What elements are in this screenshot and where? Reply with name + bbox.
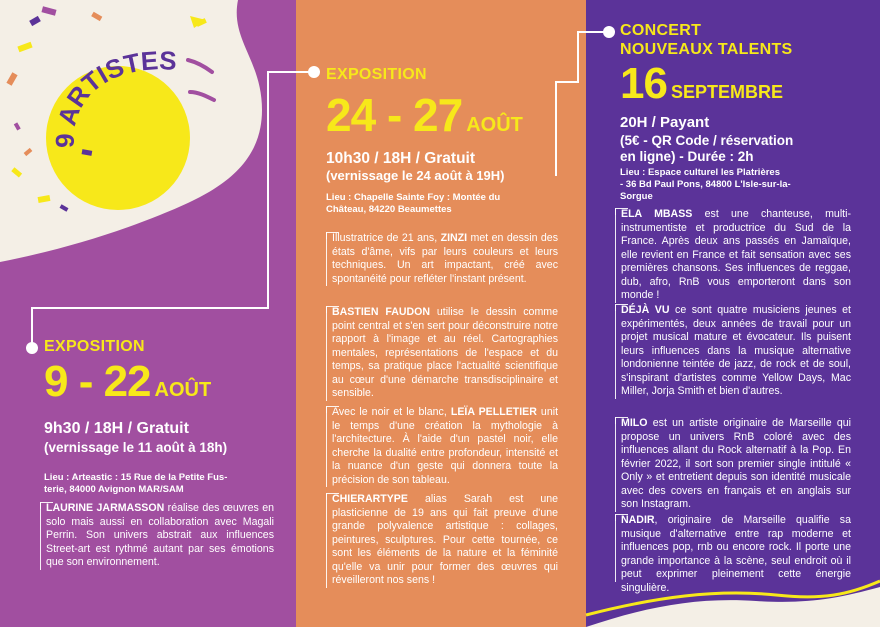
middle-event-location <box>326 192 500 216</box>
artist-description: alias Sarah est une plasticienne de 19 ans qui fait preuve d'une grande polyvalence artistique : collages, peintures, sculptures. Pour cette tournée, ce sont les éléments de la nature et la féminité qu'elle va unir pour former des œuvres qui réveilleront nos sens ! <box>332 493 558 587</box>
artists-count-badge <box>40 30 230 170</box>
artist-block-milo <box>615 417 851 512</box>
right-event-heading-1: CONCERT <box>620 22 702 39</box>
artist-block-bastien <box>326 306 558 401</box>
right-event-time: 20H / Payant <box>620 114 710 131</box>
middle-dates-range: 24 - 27 <box>326 89 463 141</box>
artist-description: réalise des œuvres en solo mais aussi en collaboration avec Magali Perrin. Son univers abstrait aux influences Street-art est rythmé autant par ses émotions que son environnement. <box>46 502 275 569</box>
right-price-line1: (5€ - QR Code / réservation <box>620 133 794 148</box>
artist-block-laurine <box>40 502 274 570</box>
artist-block-nadir <box>615 514 851 594</box>
middle-event-vernissage: (vernissage le 24 août à 19H) <box>326 168 505 183</box>
artist-name: ELA MBASS <box>621 208 693 220</box>
left-event-location <box>44 472 227 496</box>
artist-description: est un artiste originaire de Marseille qui propose un univers RnB coloré avec des influences allant du Rock alternatif à la Pop. En février 2022, il sort son premier single intitulé « Only » et entretient depuis son identité musicale avec des covers en français et en anglais sur son Instagram. <box>621 417 851 511</box>
artist-name: DÉJÀ VU <box>621 304 670 316</box>
artist-block-deja-vu <box>615 304 851 399</box>
right-event-heading-2: NOUVEAUX TALENTS <box>620 41 793 58</box>
artist-block-ela-mbass <box>615 208 851 303</box>
artist-name: NADIR <box>621 514 655 526</box>
artist-description: unit le temps d'une création la mythologie à l'architecture. À l'aide d'un pastel noir, elle cherche la dualité entre profondeur, intensité et la nuance d'un geste qui donnera toute la précision de son tableau. <box>332 406 559 486</box>
middle-event-heading: EXPOSITION <box>326 66 427 83</box>
right-event-price <box>620 133 793 165</box>
right-event-location <box>620 167 791 203</box>
artist-name: ZINZI <box>440 232 468 244</box>
right-location-line2: - 36 Bd Paul Pons, 84800 L'Isle-sur-la- <box>620 178 791 190</box>
right-date-day: 16 <box>620 59 667 108</box>
right-price-line2: en ligne) - Durée : 2h <box>620 149 754 165</box>
artist-block-zinzi <box>326 232 558 286</box>
artist-name: LAURINE JARMASSON <box>46 502 165 514</box>
left-location-line1: Lieu : Arteastic : 15 Rue de la Petite Fus- <box>44 472 228 483</box>
artist-name: MILO <box>621 417 648 429</box>
left-event-vernissage: (vernissage le 11 août à 18h) <box>44 440 228 455</box>
middle-event-time: 10h30 / 18H / Gratuit <box>326 150 476 167</box>
artist-intro: Avec le noir et le blanc, <box>332 406 451 418</box>
right-location-line1: Lieu : Espace culturel les Platrières <box>620 167 780 178</box>
artists-count-text: 9 ARTISTES <box>49 45 178 148</box>
middle-dates-month: AOÛT <box>466 114 523 136</box>
artist-block-leia <box>326 406 558 487</box>
artist-intro: Illustratrice de 21 ans, <box>332 232 441 244</box>
middle-location-line1: Lieu : Chapelle Sainte Foy : Montée du <box>326 192 501 203</box>
artist-name: BASTIEN FAUDON <box>332 306 431 318</box>
left-event-dates <box>44 357 212 406</box>
artist-description: met en dessin des états d'âme, vifs par leurs couleurs et leurs techniques. Un art impactant, créé avec spontanéité pour refléter l'instant présent. <box>332 232 558 285</box>
left-location-line2: terie, 84000 Avignon MAR/SAM <box>44 483 184 495</box>
artist-block-chierartype <box>326 493 558 588</box>
right-location-line3: Sorgue <box>620 190 653 202</box>
right-event-date <box>620 59 783 108</box>
right-date-month: SEPTEMBRE <box>670 82 783 102</box>
left-event-time: 9h30 / 18H / Gratuit <box>44 420 189 437</box>
artist-description: ce sont quatre musiciens jeunes et expérimentés, deux années de travail pour un projet musical mature et évocateur. Ils puisent leurs influences dans la musique alternative londonienne teintée de jazz, de rock et de soul, s'inspirant d'artistes comme Yellow Days, Mac Miller, Jorja Smith et bien d'autres. <box>621 304 852 398</box>
middle-location-line2: Château, 84220 Beaumettes <box>326 203 452 215</box>
artist-description: est une chanteuse, multi-instrumentiste et productrice du Sud de la France. Après deux ans passés en Jamaïque, elle revient en France et fait sensation avec ses premières chansons. Ses influences de reggae, dub, afro, RnB vous emporteront dans son monde ! <box>621 208 851 302</box>
left-dates-month: AOÛT <box>154 379 212 401</box>
svg-text:9 ARTISTES <box>50 45 178 148</box>
artist-name: CHIERARTYPE <box>332 493 408 505</box>
left-dates-range: 9 - 22 <box>44 357 151 406</box>
left-event-heading: EXPOSITION <box>44 338 145 355</box>
artist-name: LEÏA PELLETIER <box>450 406 537 418</box>
middle-event-dates <box>326 89 523 141</box>
artist-description: utilise le dessin comme point central et s'en sert pour déconstruire notre rapport à l'image et au réel. Cartographies mentales, représentations de l'espace et du temps, sa pratique place l'actualité scientifique au cœur d'une démarche transdisciplinaire et sensible. <box>332 306 558 400</box>
artist-description: , originaire de Marseille qualifie sa musique d'alternative entre rap moderne et influences pop, rnb ou encore rock. Il porte une grande importance à la scène, seul endroit où il peut exprimer pleinement cette énergie singulière. <box>621 514 851 594</box>
